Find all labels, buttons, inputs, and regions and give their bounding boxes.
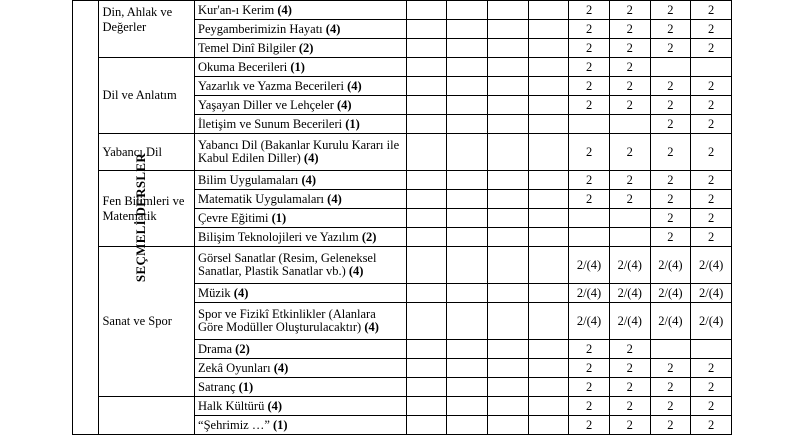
empty-cell <box>447 284 488 303</box>
empty-cell <box>528 134 569 171</box>
weekly-hours-value: 2 <box>609 359 650 378</box>
weekly-hours-value: 2 <box>609 1 650 20</box>
weekly-hours-value: 2 <box>691 209 732 228</box>
empty-cell <box>528 378 569 397</box>
empty-cell <box>406 58 447 77</box>
weekly-hours-value: 2 <box>650 209 691 228</box>
course-hours: (4) <box>364 320 379 334</box>
course-name-cell <box>195 115 407 134</box>
weekly-hours-value: 2 <box>609 20 650 39</box>
empty-cell <box>528 190 569 209</box>
empty-cell <box>487 359 528 378</box>
empty-cell <box>487 416 528 435</box>
weekly-hours-value: 2 <box>650 190 691 209</box>
empty-cell <box>447 1 488 20</box>
course-hours: (4) <box>336 97 352 112</box>
weekly-hours-value: 2 <box>569 39 610 58</box>
weekly-hours-value: 2 <box>569 416 610 435</box>
empty-cell <box>447 340 488 359</box>
weekly-hours-value <box>609 209 650 228</box>
course-name: Spor ve Fizikî Etkinlikler (Alanlara Göre Modüller Oluşturulacaktır) <box>198 307 376 334</box>
weekly-hours-value: 2/(4) <box>650 303 691 340</box>
empty-cell <box>487 397 528 416</box>
course-hours: (1) <box>271 210 287 225</box>
empty-cell <box>447 171 488 190</box>
empty-cell <box>487 58 528 77</box>
weekly-hours-value: 2 <box>691 96 732 115</box>
course-name-cell <box>195 39 407 58</box>
empty-cell <box>528 171 569 190</box>
weekly-hours-value: 2 <box>569 340 610 359</box>
weekly-hours-value: 2 <box>691 20 732 39</box>
weekly-hours-value: 2/(4) <box>650 284 691 303</box>
weekly-hours-value: 2 <box>650 39 691 58</box>
course-name-cell <box>195 171 407 190</box>
empty-cell <box>406 284 447 303</box>
empty-cell <box>528 20 569 39</box>
weekly-hours-value: 2 <box>569 190 610 209</box>
course-hours: (4) <box>267 398 283 413</box>
course-hours: (1) <box>238 379 254 394</box>
weekly-hours-value: 2 <box>691 115 732 134</box>
empty-cell <box>487 209 528 228</box>
table-row <box>73 247 732 284</box>
course-name-cell <box>195 190 407 209</box>
course-name-cell <box>195 359 407 378</box>
weekly-hours-value: 2 <box>650 1 691 20</box>
empty-cell <box>406 39 447 58</box>
course-hours: (4) <box>327 191 342 206</box>
course-name: Çevre Eğitimi <box>198 210 269 225</box>
weekly-hours-value: 2 <box>650 20 691 39</box>
weekly-hours-value: 2/(4) <box>691 284 732 303</box>
course-name: Yaşayan Diller ve Lehçeler <box>198 97 334 112</box>
weekly-hours-value: 2/(4) <box>609 303 650 340</box>
course-name-cell <box>195 77 407 96</box>
course-group: Fen Bilimleri ve Matematik <box>99 171 195 247</box>
weekly-hours-value: 2 <box>650 96 691 115</box>
weekly-hours-value: 2 <box>569 359 610 378</box>
empty-cell <box>487 340 528 359</box>
weekly-hours-value: 2/(4) <box>569 247 610 284</box>
course-hours: (4) <box>301 172 317 187</box>
course-name-cell <box>195 303 407 340</box>
empty-cell <box>528 1 569 20</box>
weekly-hours-value: 2 <box>609 39 650 58</box>
empty-cell <box>447 303 488 340</box>
empty-cell <box>487 77 528 96</box>
course-name-cell <box>195 284 407 303</box>
empty-cell <box>447 134 488 171</box>
empty-cell <box>406 1 447 20</box>
weekly-hours-value: 2 <box>650 115 691 134</box>
weekly-hours-value <box>691 58 732 77</box>
empty-cell <box>406 20 447 39</box>
empty-cell <box>447 397 488 416</box>
empty-cell <box>447 115 488 134</box>
empty-cell <box>528 397 569 416</box>
empty-cell <box>406 96 447 115</box>
section-label: SEÇMELİ DERSLER <box>133 152 149 282</box>
empty-cell <box>406 416 447 435</box>
weekly-hours-value <box>609 115 650 134</box>
course-group: Sanat ve Spor <box>99 247 195 397</box>
course-name-cell <box>195 397 407 416</box>
weekly-hours-value <box>650 340 691 359</box>
weekly-hours-value: 2 <box>691 416 732 435</box>
weekly-hours-value: 2 <box>650 134 691 171</box>
course-name: Halk Kültürü <box>198 398 265 413</box>
weekly-hours-value: 2 <box>650 359 691 378</box>
weekly-hours-value: 2 <box>609 77 650 96</box>
weekly-hours-value: 2 <box>650 397 691 416</box>
weekly-hours-value: 2/(4) <box>569 284 610 303</box>
course-name-cell <box>195 20 407 39</box>
empty-cell <box>447 190 488 209</box>
course-hours: (2) <box>361 229 377 244</box>
weekly-hours-value <box>569 115 610 134</box>
table-row <box>73 171 732 190</box>
empty-cell <box>406 77 447 96</box>
empty-cell <box>528 416 569 435</box>
course-name: Temel Dinî Bilgiler <box>198 40 296 55</box>
empty-cell <box>487 190 528 209</box>
course-name-cell <box>195 247 407 284</box>
course-name: Yazarlık ve Yazma Becerileri <box>198 78 344 93</box>
empty-cell <box>487 378 528 397</box>
weekly-hours-value: 2 <box>650 171 691 190</box>
empty-cell <box>487 20 528 39</box>
weekly-hours-value: 2 <box>691 1 732 20</box>
empty-cell <box>528 228 569 247</box>
empty-cell <box>528 359 569 378</box>
weekly-hours-value: 2 <box>691 397 732 416</box>
course-hours: (1) <box>345 116 360 131</box>
course-hours: (4) <box>233 285 249 300</box>
weekly-hours-value <box>609 228 650 247</box>
course-name-cell <box>195 378 407 397</box>
empty-cell <box>406 303 447 340</box>
weekly-hours-value: 2 <box>569 20 610 39</box>
weekly-hours-value: 2 <box>691 134 732 171</box>
course-name-cell <box>195 416 407 435</box>
weekly-hours-value: 2/(4) <box>691 247 732 284</box>
empty-cell <box>447 77 488 96</box>
weekly-hours-value: 2 <box>691 228 732 247</box>
empty-cell <box>447 359 488 378</box>
course-hours: (4) <box>277 2 292 17</box>
empty-cell <box>487 171 528 190</box>
course-name: Zekâ Oyunları <box>198 360 271 375</box>
weekly-hours-value: 2 <box>569 77 610 96</box>
empty-cell <box>406 115 447 134</box>
weekly-hours-value: 2 <box>691 39 732 58</box>
empty-cell <box>487 115 528 134</box>
course-name: Peygamberimizin Hayatı <box>198 21 323 36</box>
empty-cell <box>528 77 569 96</box>
weekly-hours-value: 2 <box>609 96 650 115</box>
weekly-hours-value: 2 <box>609 340 650 359</box>
course-name: Matematik Uygulamaları <box>198 191 325 206</box>
empty-cell <box>487 39 528 58</box>
course-name: Kur'an-ı Kerim <box>198 2 275 17</box>
weekly-hours-value: 2 <box>609 171 650 190</box>
table-row <box>73 134 732 171</box>
empty-cell <box>406 397 447 416</box>
course-name: Drama <box>198 341 233 356</box>
course-name-cell <box>195 228 407 247</box>
weekly-hours-value: 2/(4) <box>650 247 691 284</box>
table-row <box>73 58 732 77</box>
weekly-hours-value: 2 <box>650 228 691 247</box>
course-name: Bilim Uygulamaları <box>198 172 299 187</box>
empty-cell <box>487 228 528 247</box>
elective-courses-table <box>72 0 732 435</box>
weekly-hours-value: 2/(4) <box>569 303 610 340</box>
empty-cell <box>528 209 569 228</box>
empty-cell <box>406 134 447 171</box>
course-hours: (1) <box>290 59 305 74</box>
empty-cell <box>406 247 447 284</box>
course-hours: (1) <box>273 417 288 432</box>
course-name-cell <box>195 134 407 171</box>
empty-cell <box>447 96 488 115</box>
weekly-hours-value: 2 <box>691 190 732 209</box>
course-name-cell <box>195 340 407 359</box>
course-name: İletişim ve Sunum Becerileri <box>198 116 343 131</box>
empty-cell <box>447 247 488 284</box>
weekly-hours-value: 2 <box>691 378 732 397</box>
weekly-hours-value: 2 <box>609 378 650 397</box>
weekly-hours-value: 2 <box>609 134 650 171</box>
empty-cell <box>406 209 447 228</box>
empty-cell <box>447 209 488 228</box>
table-row <box>73 397 732 416</box>
empty-cell <box>406 190 447 209</box>
course-name: “Şehrimiz …” <box>198 417 270 432</box>
weekly-hours-value: 2 <box>569 58 610 77</box>
weekly-hours-value: 2 <box>569 397 610 416</box>
empty-cell <box>406 340 447 359</box>
course-hours: (4) <box>325 21 341 36</box>
weekly-hours-value: 2 <box>650 77 691 96</box>
empty-cell <box>528 58 569 77</box>
course-hours: (4) <box>303 151 319 165</box>
empty-cell <box>528 247 569 284</box>
empty-cell <box>528 96 569 115</box>
course-name: Yabancı Dil (Bakanlar Kurulu Kararı ile Kabul Edilen Diller) <box>198 138 400 165</box>
course-hours: (4) <box>348 264 364 278</box>
weekly-hours-value: 2 <box>569 1 610 20</box>
course-group: Dil ve Anlatım <box>99 58 195 134</box>
weekly-hours-value: 2 <box>569 96 610 115</box>
empty-cell <box>447 228 488 247</box>
weekly-hours-value <box>569 209 610 228</box>
empty-cell <box>487 247 528 284</box>
weekly-hours-value: 2 <box>609 190 650 209</box>
weekly-hours-value: 2 <box>609 416 650 435</box>
empty-cell <box>487 96 528 115</box>
empty-cell <box>487 134 528 171</box>
course-hours: (2) <box>298 40 314 55</box>
weekly-hours-value: 2 <box>691 359 732 378</box>
course-name: Müzik <box>198 285 231 300</box>
empty-cell <box>447 39 488 58</box>
weekly-hours-value: 2 <box>691 171 732 190</box>
empty-cell <box>447 20 488 39</box>
weekly-hours-value: 2 <box>691 77 732 96</box>
course-hours: (4) <box>347 78 362 93</box>
empty-cell <box>406 359 447 378</box>
course-name: Okuma Becerileri <box>198 59 288 74</box>
empty-cell <box>447 378 488 397</box>
weekly-hours-value: 2 <box>569 378 610 397</box>
weekly-hours-value: 2 <box>569 134 610 171</box>
course-hours: (4) <box>273 360 289 375</box>
course-group: Yabancı Dil <box>99 134 195 171</box>
empty-cell <box>487 284 528 303</box>
empty-cell <box>487 303 528 340</box>
empty-cell <box>528 39 569 58</box>
weekly-hours-value: 2 <box>650 378 691 397</box>
course-group <box>99 397 195 435</box>
empty-cell <box>406 228 447 247</box>
course-name-cell <box>195 1 407 20</box>
empty-cell <box>447 416 488 435</box>
weekly-hours-value: 2 <box>609 58 650 77</box>
weekly-hours-value <box>691 340 732 359</box>
weekly-hours-value: 2/(4) <box>609 247 650 284</box>
empty-cell <box>447 58 488 77</box>
weekly-hours-value <box>650 58 691 77</box>
course-hours: (2) <box>235 341 250 356</box>
table-row <box>73 1 732 20</box>
course-name: Görsel Sanatlar (Resim, Geleneksel Sanatlar, Plastik Sanatlar vb.) <box>198 251 377 278</box>
empty-cell <box>528 284 569 303</box>
course-name-cell <box>195 96 407 115</box>
course-group: Din, Ahlak ve Değerler <box>99 1 195 58</box>
weekly-hours-value <box>569 228 610 247</box>
course-name-cell <box>195 209 407 228</box>
course-name-cell <box>195 58 407 77</box>
empty-cell <box>406 378 447 397</box>
weekly-hours-value: 2/(4) <box>609 284 650 303</box>
empty-cell <box>487 1 528 20</box>
empty-cell <box>528 340 569 359</box>
empty-cell <box>528 303 569 340</box>
weekly-hours-value: 2 <box>569 171 610 190</box>
weekly-hours-value: 2/(4) <box>691 303 732 340</box>
weekly-hours-value: 2 <box>609 397 650 416</box>
empty-cell <box>528 115 569 134</box>
course-name: Satranç <box>198 379 236 394</box>
course-name: Bilişim Teknolojileri ve Yazılım <box>198 229 359 244</box>
weekly-hours-value: 2 <box>650 416 691 435</box>
empty-cell <box>406 171 447 190</box>
